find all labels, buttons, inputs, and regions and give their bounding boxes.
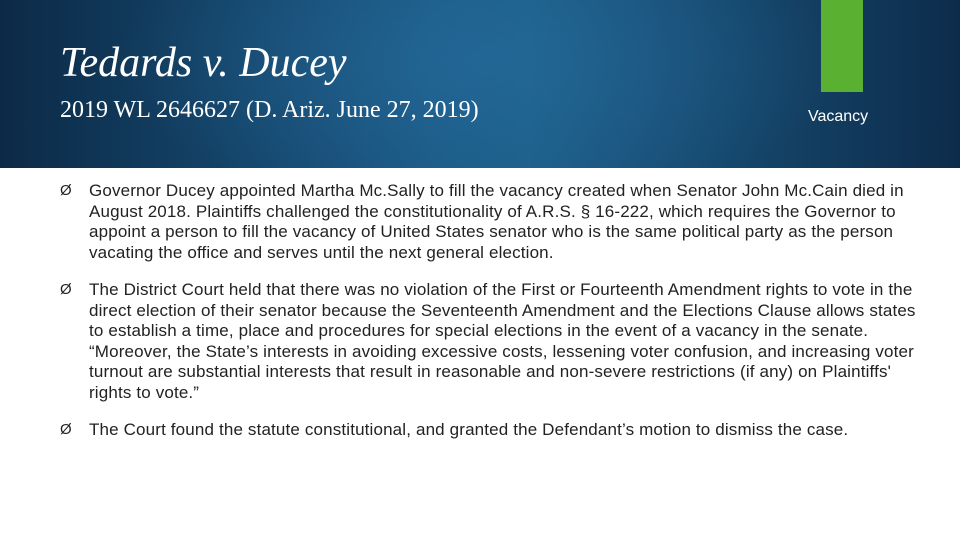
bullet-item xyxy=(60,181,920,263)
slide-title: Tedards v. Ducey xyxy=(60,40,347,86)
bullet-text: The Court found the statute constitutional, and granted the Defendant’s motion to dismiss the case. xyxy=(89,420,849,439)
bullet-item xyxy=(60,280,920,403)
arrow-bullet-icon: Ø xyxy=(60,281,72,298)
bullet-text: The District Court held that there was no violation of the First or Fourteenth Amendment rights to vote in the direct election of their senator because the Seventeenth Amendment and the Elections Clause allows states to establish a time, place and procedures for special elections in the event of a vacancy in the senate. “Moreover, the State’s interests in avoiding excessive costs, lessening voter confusion, and increasing voter turnout are substantial interests that result in reasonable and non-severe restrictions (if any) on Plaintiffs' rights to vote.” xyxy=(89,280,916,402)
accent-label: Vacancy xyxy=(808,108,869,125)
bullet-list xyxy=(60,181,920,458)
bullet-item xyxy=(60,420,920,441)
arrow-bullet-icon: Ø xyxy=(60,421,72,438)
arrow-bullet-icon: Ø xyxy=(60,182,72,199)
slide-subtitle: 2019 WL 2646627 (D. Ariz. June 27, 2019) xyxy=(60,97,479,123)
accent-bar xyxy=(821,0,863,92)
header-banner xyxy=(0,0,960,168)
bullet-text: Governor Ducey appointed Martha Mc.Sally to fill the vacancy created when Senator John Mc.Cain died in August 2018. Plaintiffs challenged the constitutionality of A.R.S. § 16-222, which requires the Governor to appoint a person to fill the vacancy of United States senator who is the same political party as the person vacating the office and serves until the next general election. xyxy=(89,181,904,262)
